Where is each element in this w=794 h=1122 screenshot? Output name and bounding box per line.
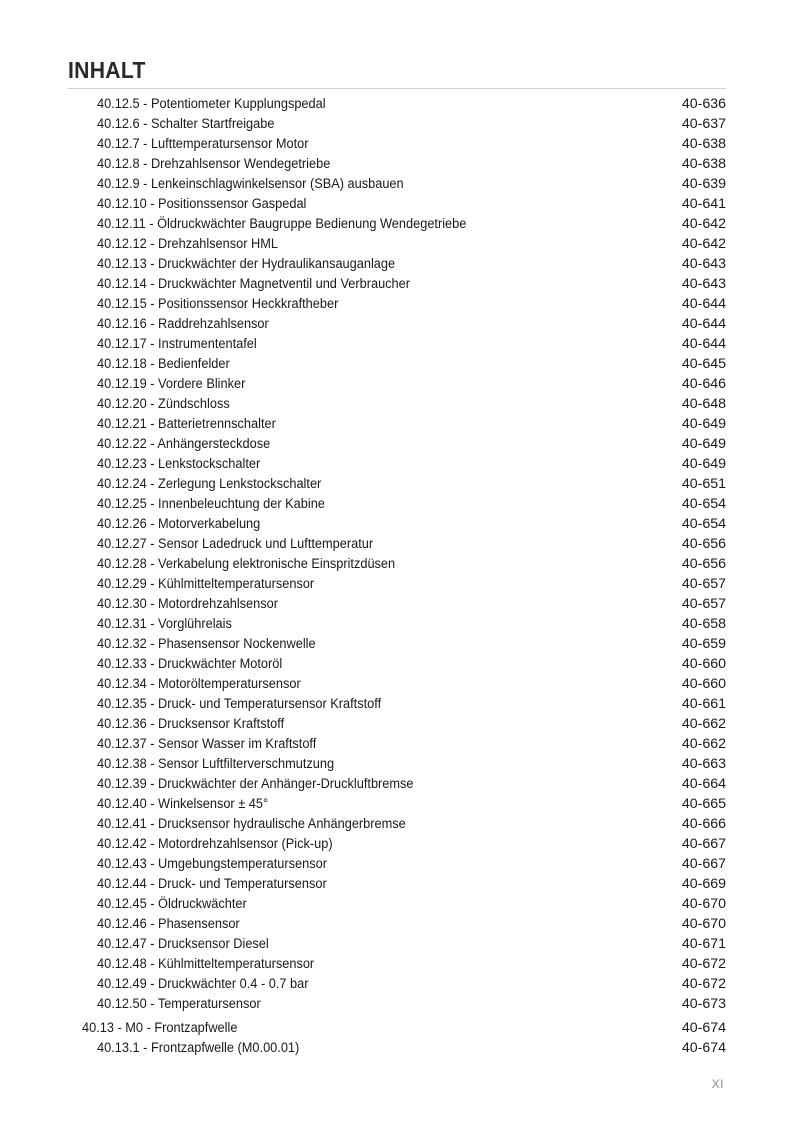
toc-entry-page-number[interactable]: 40-661 bbox=[681, 696, 726, 712]
toc-entry[interactable] bbox=[0, 434, 794, 454]
toc-entry-page-number[interactable]: 40-660 bbox=[681, 676, 726, 692]
toc-entry-page-number[interactable]: 40-665 bbox=[681, 796, 726, 812]
toc-entry-label[interactable]: 40.12.17 - Instrumententafel bbox=[97, 336, 257, 352]
toc-entry-page-number[interactable]: 40-638 bbox=[681, 156, 726, 172]
toc-entry[interactable] bbox=[0, 194, 794, 214]
footer-page-number: XI bbox=[711, 1077, 724, 1091]
toc-entry-label[interactable]: 40.12.13 - Druckwächter der Hydraulikansauganlage bbox=[97, 256, 396, 272]
toc-entry-page-number[interactable]: 40-660 bbox=[681, 656, 726, 672]
toc-entry[interactable] bbox=[0, 614, 794, 634]
toc-entry-page-number[interactable]: 40-642 bbox=[681, 236, 726, 252]
toc-entry-page-number[interactable]: 40-649 bbox=[681, 436, 726, 452]
toc-entry-label[interactable]: 40.12.15 - Positionssensor Heckkraftheber bbox=[97, 296, 339, 312]
toc-entry[interactable] bbox=[0, 134, 794, 154]
toc-entry-page-number[interactable]: 40-667 bbox=[681, 856, 726, 872]
toc-entry[interactable] bbox=[0, 154, 794, 174]
toc-entry[interactable] bbox=[0, 714, 794, 734]
toc-entry-label[interactable]: 40.12.18 - Bedienfelder bbox=[97, 356, 230, 372]
toc-entry-label[interactable]: 40.12.37 - Sensor Wasser im Kraftstoff bbox=[97, 736, 317, 752]
toc-entry-page-number[interactable]: 40-674 bbox=[681, 1040, 726, 1056]
toc-entry-page-number[interactable]: 40-651 bbox=[681, 476, 726, 492]
toc-entry[interactable] bbox=[0, 674, 794, 694]
toc-entry-label[interactable]: 40.12.50 - Temperatursensor bbox=[97, 996, 261, 1012]
toc-entry-label[interactable]: 40.12.5 - Potentiometer Kupplungspedal bbox=[97, 96, 326, 112]
toc-entry-page-number[interactable]: 40-644 bbox=[681, 316, 726, 332]
toc-entry-label[interactable]: 40.12.39 - Druckwächter der Anhänger-Druckluftbremse bbox=[97, 776, 414, 792]
toc-entry-page-number[interactable]: 40-654 bbox=[681, 516, 726, 532]
toc-entry-label[interactable]: 40.12.22 - Anhängersteckdose bbox=[97, 436, 271, 452]
toc-entry-page-number[interactable]: 40-657 bbox=[681, 576, 726, 592]
toc-entry-page-number[interactable]: 40-663 bbox=[681, 756, 726, 772]
toc-entry[interactable] bbox=[0, 834, 794, 854]
toc-entry[interactable] bbox=[0, 374, 794, 394]
toc-entry-label[interactable]: 40.12.46 - Phasensensor bbox=[97, 916, 240, 932]
toc-entry[interactable] bbox=[0, 934, 794, 954]
toc-entry[interactable] bbox=[0, 414, 794, 434]
toc-entry[interactable] bbox=[0, 894, 794, 914]
toc-entry-label[interactable]: 40.13.1 - Frontzapfwelle (M0.00.01) bbox=[97, 1040, 300, 1056]
toc-entry[interactable] bbox=[0, 174, 794, 194]
toc-entry[interactable] bbox=[0, 794, 794, 814]
toc-entry-label[interactable]: 40.12.35 - Druck- und Temperatursensor Kraftstoff bbox=[97, 696, 382, 712]
toc-entry-label[interactable]: 40.12.8 - Drehzahlsensor Wendegetriebe bbox=[97, 156, 331, 172]
toc-entry[interactable] bbox=[0, 474, 794, 494]
toc-entry[interactable] bbox=[0, 514, 794, 534]
toc-entry[interactable] bbox=[0, 274, 794, 294]
toc-entry-page-number[interactable]: 40-644 bbox=[681, 296, 726, 312]
toc-entry-label[interactable]: 40.12.38 - Sensor Luftfilterverschmutzung bbox=[97, 756, 335, 772]
toc-entry-label[interactable]: 40.12.24 - Zerlegung Lenkstockschalter bbox=[97, 476, 322, 492]
toc-entry[interactable] bbox=[0, 994, 794, 1014]
toc-entry-page-number[interactable]: 40-670 bbox=[681, 916, 726, 932]
toc-entry-page-number[interactable]: 40-644 bbox=[681, 336, 726, 352]
toc-entry-page-number[interactable]: 40-649 bbox=[681, 456, 726, 472]
toc-entry-page-number[interactable]: 40-674 bbox=[681, 1020, 726, 1036]
toc-entry-page-number[interactable]: 40-672 bbox=[681, 956, 726, 972]
toc-entry-page-number[interactable]: 40-649 bbox=[681, 416, 726, 432]
toc-entry-label[interactable]: 40.12.26 - Motorverkabelung bbox=[97, 516, 261, 532]
toc-entry-label[interactable]: 40.12.48 - Kühlmitteltemperatursensor bbox=[97, 956, 315, 972]
toc-entry-page-number[interactable]: 40-657 bbox=[681, 596, 726, 612]
toc-entry-page-number[interactable]: 40-636 bbox=[681, 96, 726, 112]
toc-entry[interactable] bbox=[0, 874, 794, 894]
toc-entry[interactable] bbox=[0, 294, 794, 314]
toc-entry[interactable] bbox=[0, 214, 794, 234]
toc-entry-label[interactable]: 40.12.43 - Umgebungstemperatursensor bbox=[97, 856, 327, 872]
toc-entry-label[interactable]: 40.12.6 - Schalter Startfreigabe bbox=[97, 116, 275, 132]
toc-entry[interactable] bbox=[0, 634, 794, 654]
toc-entry-page-number[interactable]: 40-669 bbox=[681, 876, 726, 892]
toc-entry-page-number[interactable]: 40-673 bbox=[681, 996, 726, 1012]
toc-entry-page-number[interactable]: 40-642 bbox=[681, 216, 726, 232]
toc-entry-page-number[interactable]: 40-662 bbox=[681, 716, 726, 732]
toc-entry-label[interactable]: 40.12.44 - Druck- und Temperatursensor bbox=[97, 876, 327, 892]
toc-entry-page-number[interactable]: 40-666 bbox=[681, 816, 726, 832]
toc-entry[interactable] bbox=[0, 534, 794, 554]
toc-entry[interactable] bbox=[0, 394, 794, 414]
toc-entry[interactable] bbox=[0, 114, 794, 134]
toc-entry-page-number[interactable]: 40-638 bbox=[681, 136, 726, 152]
toc-entry-label[interactable]: 40.12.36 - Drucksensor Kraftstoff bbox=[97, 716, 285, 732]
toc-entry-page-number[interactable]: 40-670 bbox=[681, 896, 726, 912]
toc-entry[interactable] bbox=[0, 234, 794, 254]
toc-entry-label[interactable]: 40.12.23 - Lenkstockschalter bbox=[97, 456, 261, 472]
toc-entry-page-number[interactable]: 40-645 bbox=[681, 356, 726, 372]
toc-entry-label[interactable]: 40.12.42 - Motordrehzahlsensor (Pick-up) bbox=[97, 836, 333, 852]
toc-entry-page-number[interactable]: 40-643 bbox=[681, 256, 726, 272]
toc-entry[interactable] bbox=[0, 554, 794, 574]
toc-entry[interactable] bbox=[0, 1018, 794, 1038]
toc-entry-label[interactable]: 40.12.31 - Vorglührelais bbox=[97, 616, 232, 632]
toc-entry[interactable] bbox=[0, 334, 794, 354]
toc-entry[interactable] bbox=[0, 814, 794, 834]
toc-entry-label[interactable]: 40.12.32 - Phasensensor Nockenwelle bbox=[97, 636, 316, 652]
toc-entry-page-number[interactable]: 40-646 bbox=[681, 376, 726, 392]
toc-entry-label[interactable]: 40.12.49 - Druckwächter 0.4 - 0.7 bar bbox=[97, 976, 309, 992]
toc-entry-page-number[interactable]: 40-639 bbox=[681, 176, 726, 192]
toc-entry-label[interactable]: 40.12.29 - Kühlmitteltemperatursensor bbox=[97, 576, 315, 592]
toc-entry-label[interactable]: 40.12.12 - Drehzahlsensor HML bbox=[97, 236, 278, 252]
toc-entry-page-number[interactable]: 40-641 bbox=[681, 196, 726, 212]
toc-entry-page-number[interactable]: 40-662 bbox=[681, 736, 726, 752]
toc-entry[interactable] bbox=[0, 94, 794, 114]
toc-entry[interactable] bbox=[0, 754, 794, 774]
toc-entry-label[interactable]: 40.12.30 - Motordrehzahlsensor bbox=[97, 596, 278, 612]
toc-entry[interactable] bbox=[0, 734, 794, 754]
toc-entry-label[interactable]: 40.12.33 - Druckwächter Motoröl bbox=[97, 656, 283, 672]
toc-entry-label[interactable]: 40.12.41 - Drucksensor hydraulische Anhängerbremse bbox=[97, 816, 406, 832]
toc-entry-label[interactable]: 40.12.40 - Winkelsensor ± 45° bbox=[97, 796, 269, 812]
toc-entry-page-number[interactable]: 40-659 bbox=[681, 636, 726, 652]
toc-entry-label[interactable]: 40.12.45 - Öldruckwächter bbox=[97, 896, 247, 912]
toc-entry[interactable] bbox=[0, 254, 794, 274]
toc-entry-page-number[interactable]: 40-648 bbox=[681, 396, 726, 412]
toc-entry-label[interactable]: 40.12.25 - Innenbeleuchtung der Kabine bbox=[97, 496, 325, 512]
toc-entry[interactable] bbox=[0, 854, 794, 874]
toc-entry-label[interactable]: 40.12.28 - Verkabelung elektronische Einspritzdüsen bbox=[97, 556, 396, 572]
toc-entry[interactable] bbox=[0, 1038, 794, 1058]
toc-entry[interactable] bbox=[0, 454, 794, 474]
toc-entry-page-number[interactable]: 40-656 bbox=[681, 556, 726, 572]
toc-entry-page-number[interactable]: 40-672 bbox=[681, 976, 726, 992]
toc-entry-page-number[interactable]: 40-658 bbox=[681, 616, 726, 632]
toc-entry[interactable] bbox=[0, 774, 794, 794]
toc-entry-page-number[interactable]: 40-656 bbox=[681, 536, 726, 552]
toc-entry[interactable] bbox=[0, 954, 794, 974]
toc-entry-page-number[interactable]: 40-637 bbox=[681, 116, 726, 132]
toc-entry[interactable] bbox=[0, 914, 794, 934]
page-title: INHALT bbox=[68, 57, 146, 83]
toc-entry[interactable] bbox=[0, 694, 794, 714]
toc-entry-label[interactable]: 40.12.21 - Batterietrennschalter bbox=[97, 416, 276, 432]
toc-entry-page-number[interactable]: 40-671 bbox=[681, 936, 726, 952]
toc-entry-label[interactable]: 40.12.11 - Öldruckwächter Baugruppe Bedienung Wendegetriebe bbox=[97, 216, 467, 232]
toc-entry[interactable] bbox=[0, 974, 794, 994]
toc-entry-label[interactable]: 40.12.14 - Druckwächter Magnetventil und Verbraucher bbox=[97, 276, 411, 292]
toc-entry-label[interactable]: 40.12.19 - Vordere Blinker bbox=[97, 376, 246, 392]
toc-entry-label[interactable]: 40.12.20 - Zündschloss bbox=[97, 396, 230, 412]
toc-entry-label[interactable]: 40.12.47 - Drucksensor Diesel bbox=[97, 936, 269, 952]
toc-entry-page-number[interactable]: 40-654 bbox=[681, 496, 726, 512]
toc-entry[interactable] bbox=[0, 494, 794, 514]
title-divider bbox=[68, 88, 726, 89]
toc-entry[interactable] bbox=[0, 654, 794, 674]
toc-entry[interactable] bbox=[0, 354, 794, 374]
toc-entry-label[interactable]: 40.12.7 - Lufttemperatursensor Motor bbox=[97, 136, 309, 152]
toc-entry-page-number[interactable]: 40-667 bbox=[681, 836, 726, 852]
toc-entry-label[interactable]: 40.12.10 - Positionssensor Gaspedal bbox=[97, 196, 307, 212]
toc-entry-label[interactable]: 40.12.27 - Sensor Ladedruck und Lufttemperatur bbox=[97, 536, 374, 552]
toc-entry-page-number[interactable]: 40-643 bbox=[681, 276, 726, 292]
toc-entry[interactable] bbox=[0, 574, 794, 594]
toc-entry-label[interactable]: 40.13 - M0 - Frontzapfwelle bbox=[82, 1020, 238, 1036]
toc-entry-label[interactable]: 40.12.9 - Lenkeinschlagwinkelsensor (SBA) ausbauen bbox=[97, 176, 404, 192]
toc-entry-page-number[interactable]: 40-664 bbox=[681, 776, 726, 792]
table-of-contents bbox=[0, 94, 794, 1058]
toc-entry-label[interactable]: 40.12.16 - Raddrehzahlsensor bbox=[97, 316, 269, 332]
toc-entry[interactable] bbox=[0, 594, 794, 614]
toc-entry-label[interactable]: 40.12.34 - Motoröltemperatursensor bbox=[97, 676, 301, 692]
toc-entry[interactable] bbox=[0, 314, 794, 334]
